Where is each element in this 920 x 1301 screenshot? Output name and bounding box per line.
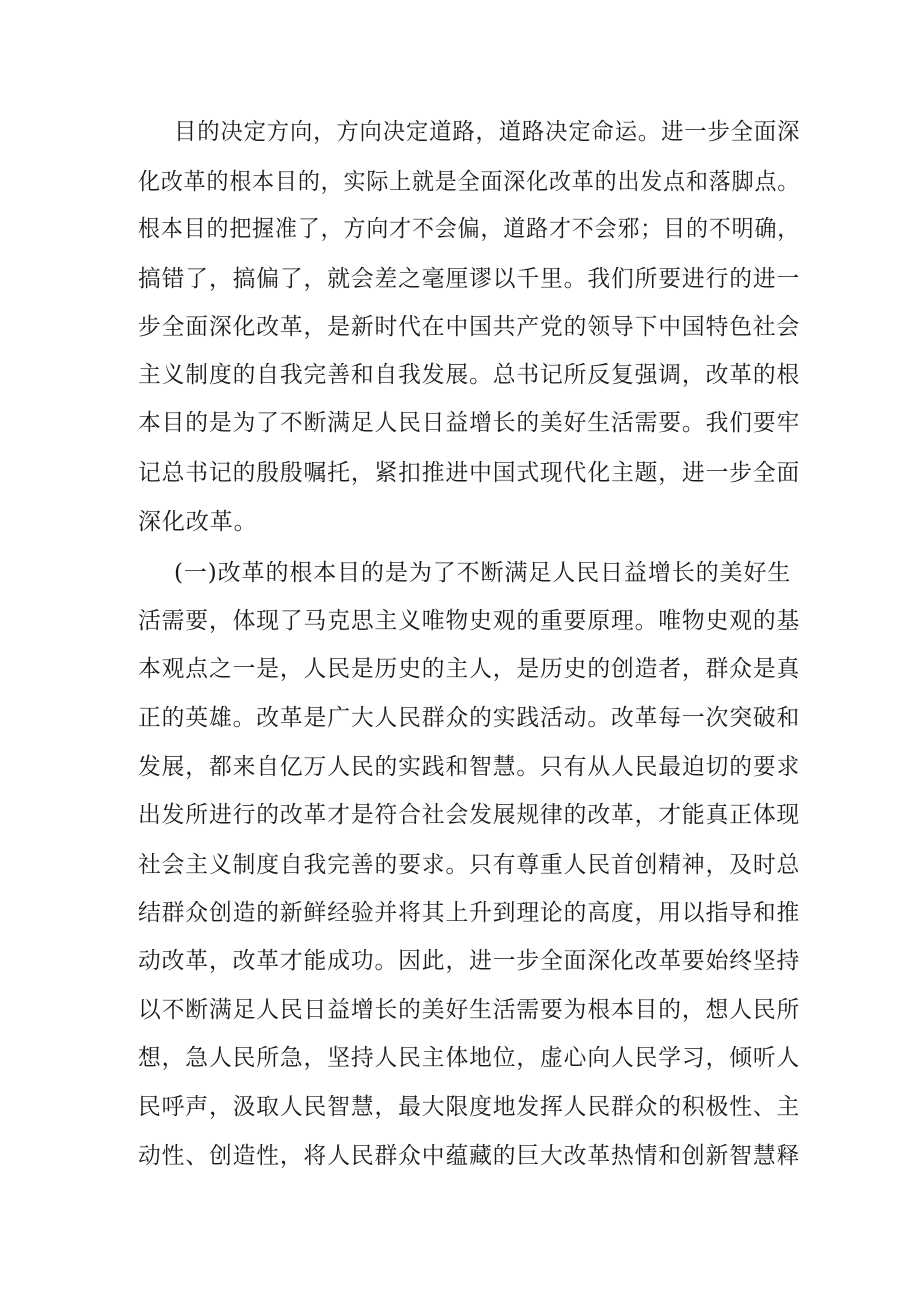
text-line: 化改革的根本目的，实际上就是全面深化改革的出发点和落脚点。	[138, 169, 801, 195]
text-line: 深化改革。	[138, 509, 258, 535]
text-line: 动性、创造性，将人民群众中蕴藏的巨大改革热情和创新智慧释	[138, 1143, 801, 1169]
text-line: 民呼声，汲取人民智慧，最大限度地发挥人民群众的积极性、主	[138, 1094, 801, 1120]
text-line: 以不断满足人民日益增长的美好生活需要为根本目的，想人民所	[138, 997, 801, 1023]
text-line: 步全面深化改革，是新时代在中国共产党的领导下中国特色社会	[138, 314, 801, 340]
text-line: 本观点之一是，人民是历史的主人，是历史的创造者，群众是真	[138, 656, 801, 682]
text-line: (一)改革的根本目的是为了不断满足人民日益增长的美好生	[174, 560, 792, 586]
text-line: 本目的是为了不断满足人民日益增长的美好生活需要。我们要牢	[138, 410, 801, 436]
text-line: 目的决定方向，方向决定道路，道路决定命运。进一步全面深	[174, 119, 801, 145]
text-line: 根本目的把握准了，方向才不会偏，道路才不会邪；目的不明确，	[138, 216, 801, 242]
text-line: 记总书记的殷殷嘱托，紧扣推进中国式现代化主题，进一步全面	[138, 460, 801, 486]
text-line: 主义制度的自我完善和自我发展。总书记所反复强调，改革的根	[138, 362, 801, 388]
text-line: 搞错了，搞偏了，就会差之毫厘谬以千里。我们所要进行的进一	[138, 266, 801, 292]
text-line: 活需要，体现了马克思主义唯物史观的重要原理。唯物史观的基	[138, 608, 801, 634]
text-line: 想，急人民所急，坚持人民主体地位，虚心向人民学习，倾听人	[138, 1045, 801, 1071]
text-line: 出发所进行的改革才是符合社会发展规律的改革，才能真正体现	[138, 802, 801, 828]
text-line: 动改革，改革才能成功。因此，进一步全面深化改革要始终坚持	[138, 948, 801, 974]
text-line: 结群众创造的新鲜经验并将其上升到理论的高度，用以指导和推	[138, 900, 801, 926]
text-line: 正的英雄。改革是广大人民群众的实践活动。改革每一次突破和	[138, 705, 801, 731]
text-line: 社会主义制度自我完善的要求。只有尊重人民首创精神，及时总	[138, 852, 801, 878]
text-line: 发展，都来自亿万人民的实践和智慧。只有从人民最迫切的要求	[138, 754, 801, 780]
